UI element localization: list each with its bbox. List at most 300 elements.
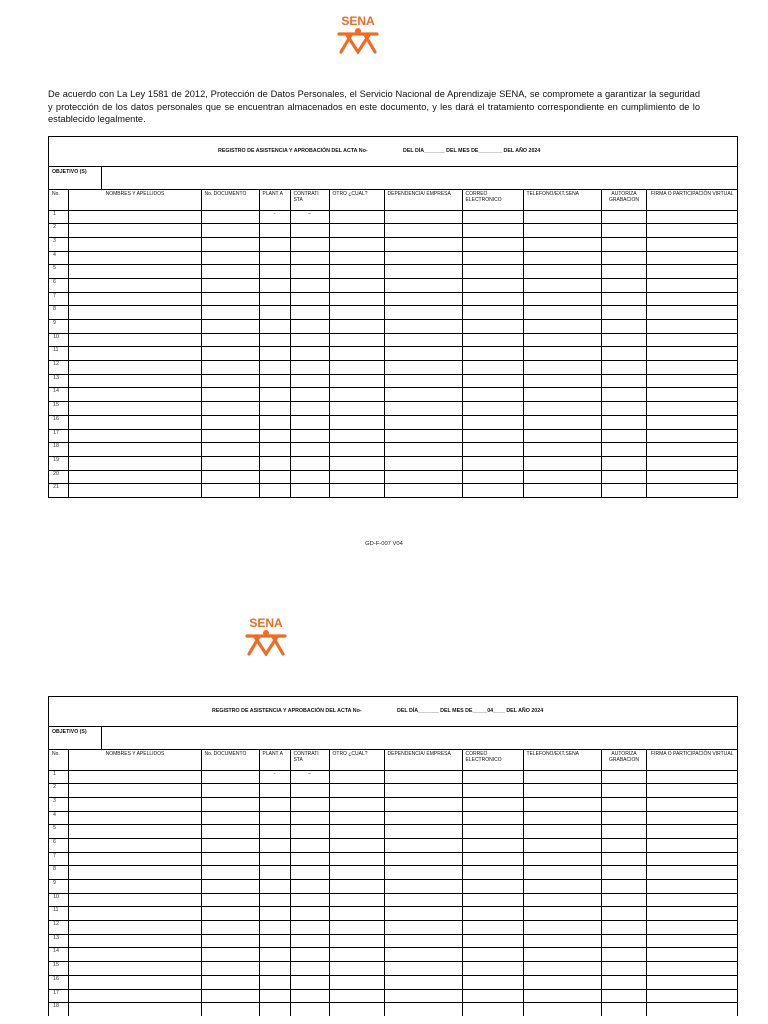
documento-cell[interactable] — [201, 374, 259, 388]
otro-cell[interactable] — [329, 237, 384, 251]
autoriza-cell[interactable] — [601, 265, 646, 279]
correo-cell[interactable] — [462, 443, 523, 457]
planta-cell[interactable] — [259, 484, 290, 497]
telefono-cell[interactable] — [523, 934, 601, 948]
planta-cell[interactable] — [259, 470, 290, 484]
correo-cell[interactable] — [462, 210, 523, 224]
documento-cell[interactable] — [201, 456, 259, 470]
nombres-cell[interactable] — [68, 1003, 201, 1016]
firma-cell[interactable] — [646, 374, 737, 388]
autoriza-cell[interactable] — [601, 443, 646, 457]
documento-cell[interactable] — [201, 265, 259, 279]
firma-cell[interactable] — [646, 797, 737, 811]
autoriza-cell[interactable] — [601, 333, 646, 347]
documento-cell[interactable] — [201, 880, 259, 894]
dependencia-cell[interactable] — [384, 907, 462, 921]
documento-cell[interactable] — [201, 811, 259, 825]
autoriza-cell[interactable] — [601, 811, 646, 825]
nombres-cell[interactable] — [68, 893, 201, 907]
documento-cell[interactable] — [201, 347, 259, 361]
documento-cell[interactable] — [201, 934, 259, 948]
telefono-cell[interactable] — [523, 948, 601, 962]
correo-cell[interactable] — [462, 402, 523, 416]
correo-cell[interactable] — [462, 797, 523, 811]
otro-cell[interactable] — [329, 880, 384, 894]
otro-cell[interactable] — [329, 333, 384, 347]
telefono-cell[interactable] — [523, 210, 601, 224]
planta-cell[interactable] — [259, 893, 290, 907]
contratista-cell[interactable] — [290, 921, 329, 935]
dependencia-cell[interactable] — [384, 484, 462, 497]
planta-cell[interactable] — [259, 361, 290, 375]
documento-cell[interactable] — [201, 784, 259, 798]
documento-cell[interactable] — [201, 278, 259, 292]
otro-cell[interactable] — [329, 265, 384, 279]
planta-cell[interactable] — [259, 784, 290, 798]
nombres-cell[interactable] — [68, 962, 201, 976]
planta-cell[interactable] — [259, 825, 290, 839]
firma-cell[interactable] — [646, 825, 737, 839]
otro-cell[interactable] — [329, 893, 384, 907]
correo-cell[interactable] — [462, 251, 523, 265]
nombres-cell[interactable] — [68, 948, 201, 962]
contratista-cell[interactable] — [290, 948, 329, 962]
autoriza-cell[interactable] — [601, 237, 646, 251]
documento-cell[interactable] — [201, 210, 259, 224]
dependencia-cell[interactable] — [384, 292, 462, 306]
autoriza-cell[interactable] — [601, 292, 646, 306]
firma-cell[interactable] — [646, 852, 737, 866]
dependencia-cell[interactable] — [384, 456, 462, 470]
correo-cell[interactable] — [462, 484, 523, 497]
telefono-cell[interactable] — [523, 989, 601, 1003]
nombres-cell[interactable] — [68, 470, 201, 484]
firma-cell[interactable] — [646, 347, 737, 361]
otro-cell[interactable] — [329, 975, 384, 989]
telefono-cell[interactable] — [523, 237, 601, 251]
correo-cell[interactable] — [462, 1003, 523, 1016]
planta-cell[interactable] — [259, 1003, 290, 1016]
dependencia-cell[interactable] — [384, 934, 462, 948]
otro-cell[interactable] — [329, 388, 384, 402]
contratista-cell[interactable]: – — [290, 770, 329, 784]
autoriza-cell[interactable] — [601, 893, 646, 907]
dependencia-cell[interactable] — [384, 866, 462, 880]
planta-cell[interactable]: - — [259, 210, 290, 224]
documento-cell[interactable] — [201, 975, 259, 989]
telefono-cell[interactable] — [523, 292, 601, 306]
contratista-cell[interactable] — [290, 797, 329, 811]
correo-cell[interactable] — [462, 361, 523, 375]
autoriza-cell[interactable] — [601, 989, 646, 1003]
telefono-cell[interactable] — [523, 415, 601, 429]
telefono-cell[interactable] — [523, 770, 601, 784]
dependencia-cell[interactable] — [384, 852, 462, 866]
firma-cell[interactable] — [646, 443, 737, 457]
documento-cell[interactable] — [201, 907, 259, 921]
autoriza-cell[interactable] — [601, 866, 646, 880]
dependencia-cell[interactable] — [384, 880, 462, 894]
documento-cell[interactable] — [201, 306, 259, 320]
correo-cell[interactable] — [462, 962, 523, 976]
otro-cell[interactable] — [329, 921, 384, 935]
correo-cell[interactable] — [462, 852, 523, 866]
otro-cell[interactable] — [329, 278, 384, 292]
dependencia-cell[interactable] — [384, 893, 462, 907]
otro-cell[interactable] — [329, 989, 384, 1003]
firma-cell[interactable] — [646, 388, 737, 402]
planta-cell[interactable] — [259, 852, 290, 866]
contratista-cell[interactable] — [290, 825, 329, 839]
nombres-cell[interactable] — [68, 210, 201, 224]
nombres-cell[interactable] — [68, 292, 201, 306]
contratista-cell[interactable] — [290, 237, 329, 251]
planta-cell[interactable] — [259, 306, 290, 320]
otro-cell[interactable] — [329, 907, 384, 921]
otro-cell[interactable] — [329, 484, 384, 497]
correo-cell[interactable] — [462, 880, 523, 894]
telefono-cell[interactable] — [523, 265, 601, 279]
objetivo-field[interactable] — [102, 167, 737, 189]
dependencia-cell[interactable] — [384, 388, 462, 402]
planta-cell[interactable] — [259, 251, 290, 265]
contratista-cell[interactable] — [290, 934, 329, 948]
contratista-cell[interactable] — [290, 880, 329, 894]
autoriza-cell[interactable] — [601, 278, 646, 292]
documento-cell[interactable] — [201, 852, 259, 866]
correo-cell[interactable] — [462, 948, 523, 962]
telefono-cell[interactable] — [523, 361, 601, 375]
dependencia-cell[interactable] — [384, 784, 462, 798]
autoriza-cell[interactable] — [601, 825, 646, 839]
otro-cell[interactable] — [329, 292, 384, 306]
nombres-cell[interactable] — [68, 770, 201, 784]
telefono-cell[interactable] — [523, 347, 601, 361]
otro-cell[interactable] — [329, 948, 384, 962]
contratista-cell[interactable] — [290, 470, 329, 484]
telefono-cell[interactable] — [523, 838, 601, 852]
planta-cell[interactable] — [259, 934, 290, 948]
nombres-cell[interactable] — [68, 825, 201, 839]
telefono-cell[interactable] — [523, 388, 601, 402]
planta-cell[interactable] — [259, 374, 290, 388]
documento-cell[interactable] — [201, 251, 259, 265]
contratista-cell[interactable] — [290, 811, 329, 825]
nombres-cell[interactable] — [68, 320, 201, 334]
correo-cell[interactable] — [462, 975, 523, 989]
planta-cell[interactable] — [259, 388, 290, 402]
documento-cell[interactable] — [201, 484, 259, 497]
otro-cell[interactable] — [329, 456, 384, 470]
otro-cell[interactable] — [329, 374, 384, 388]
correo-cell[interactable] — [462, 866, 523, 880]
contratista-cell[interactable] — [290, 278, 329, 292]
dependencia-cell[interactable] — [384, 921, 462, 935]
dependencia-cell[interactable] — [384, 237, 462, 251]
dependencia-cell[interactable] — [384, 838, 462, 852]
contratista-cell[interactable] — [290, 429, 329, 443]
otro-cell[interactable] — [329, 852, 384, 866]
contratista-cell[interactable] — [290, 456, 329, 470]
telefono-cell[interactable] — [523, 866, 601, 880]
autoriza-cell[interactable] — [601, 770, 646, 784]
correo-cell[interactable] — [462, 265, 523, 279]
telefono-cell[interactable] — [523, 320, 601, 334]
correo-cell[interactable] — [462, 278, 523, 292]
nombres-cell[interactable] — [68, 921, 201, 935]
nombres-cell[interactable] — [68, 361, 201, 375]
nombres-cell[interactable] — [68, 402, 201, 416]
nombres-cell[interactable] — [68, 237, 201, 251]
nombres-cell[interactable] — [68, 224, 201, 238]
autoriza-cell[interactable] — [601, 880, 646, 894]
contratista-cell[interactable] — [290, 402, 329, 416]
dependencia-cell[interactable] — [384, 1003, 462, 1016]
firma-cell[interactable] — [646, 224, 737, 238]
telefono-cell[interactable] — [523, 278, 601, 292]
telefono-cell[interactable] — [523, 784, 601, 798]
telefono-cell[interactable] — [523, 825, 601, 839]
documento-cell[interactable] — [201, 825, 259, 839]
correo-cell[interactable] — [462, 470, 523, 484]
nombres-cell[interactable] — [68, 347, 201, 361]
dependencia-cell[interactable] — [384, 278, 462, 292]
contratista-cell[interactable] — [290, 347, 329, 361]
firma-cell[interactable] — [646, 948, 737, 962]
telefono-cell[interactable] — [523, 811, 601, 825]
autoriza-cell[interactable] — [601, 784, 646, 798]
telefono-cell[interactable] — [523, 429, 601, 443]
firma-cell[interactable] — [646, 989, 737, 1003]
contratista-cell[interactable] — [290, 388, 329, 402]
documento-cell[interactable] — [201, 292, 259, 306]
nombres-cell[interactable] — [68, 934, 201, 948]
planta-cell[interactable]: - — [259, 770, 290, 784]
telefono-cell[interactable] — [523, 893, 601, 907]
nombres-cell[interactable] — [68, 989, 201, 1003]
correo-cell[interactable] — [462, 224, 523, 238]
otro-cell[interactable] — [329, 470, 384, 484]
contratista-cell[interactable] — [290, 224, 329, 238]
dependencia-cell[interactable] — [384, 374, 462, 388]
autoriza-cell[interactable] — [601, 484, 646, 497]
correo-cell[interactable] — [462, 811, 523, 825]
correo-cell[interactable] — [462, 306, 523, 320]
planta-cell[interactable] — [259, 224, 290, 238]
telefono-cell[interactable] — [523, 374, 601, 388]
dependencia-cell[interactable] — [384, 402, 462, 416]
telefono-cell[interactable] — [523, 1003, 601, 1016]
correo-cell[interactable] — [462, 374, 523, 388]
otro-cell[interactable] — [329, 443, 384, 457]
dependencia-cell[interactable] — [384, 429, 462, 443]
contratista-cell[interactable] — [290, 975, 329, 989]
contratista-cell[interactable] — [290, 852, 329, 866]
firma-cell[interactable] — [646, 811, 737, 825]
documento-cell[interactable] — [201, 866, 259, 880]
planta-cell[interactable] — [259, 797, 290, 811]
nombres-cell[interactable] — [68, 443, 201, 457]
autoriza-cell[interactable] — [601, 907, 646, 921]
autoriza-cell[interactable] — [601, 948, 646, 962]
firma-cell[interactable] — [646, 292, 737, 306]
dependencia-cell[interactable] — [384, 797, 462, 811]
correo-cell[interactable] — [462, 292, 523, 306]
otro-cell[interactable] — [329, 224, 384, 238]
telefono-cell[interactable] — [523, 852, 601, 866]
correo-cell[interactable] — [462, 429, 523, 443]
firma-cell[interactable] — [646, 907, 737, 921]
firma-cell[interactable] — [646, 429, 737, 443]
dependencia-cell[interactable] — [384, 224, 462, 238]
otro-cell[interactable] — [329, 825, 384, 839]
otro-cell[interactable] — [329, 361, 384, 375]
firma-cell[interactable] — [646, 866, 737, 880]
contratista-cell[interactable] — [290, 265, 329, 279]
nombres-cell[interactable] — [68, 838, 201, 852]
contratista-cell[interactable] — [290, 893, 329, 907]
otro-cell[interactable] — [329, 1003, 384, 1016]
nombres-cell[interactable] — [68, 866, 201, 880]
correo-cell[interactable] — [462, 388, 523, 402]
documento-cell[interactable] — [201, 470, 259, 484]
autoriza-cell[interactable] — [601, 838, 646, 852]
firma-cell[interactable] — [646, 265, 737, 279]
correo-cell[interactable] — [462, 320, 523, 334]
planta-cell[interactable] — [259, 333, 290, 347]
autoriza-cell[interactable] — [601, 224, 646, 238]
dependencia-cell[interactable] — [384, 347, 462, 361]
autoriza-cell[interactable] — [601, 962, 646, 976]
autoriza-cell[interactable] — [601, 975, 646, 989]
documento-cell[interactable] — [201, 224, 259, 238]
firma-cell[interactable] — [646, 361, 737, 375]
documento-cell[interactable] — [201, 893, 259, 907]
documento-cell[interactable] — [201, 989, 259, 1003]
autoriza-cell[interactable] — [601, 921, 646, 935]
planta-cell[interactable] — [259, 237, 290, 251]
planta-cell[interactable] — [259, 948, 290, 962]
firma-cell[interactable] — [646, 251, 737, 265]
contratista-cell[interactable] — [290, 838, 329, 852]
dependencia-cell[interactable] — [384, 320, 462, 334]
planta-cell[interactable] — [259, 989, 290, 1003]
nombres-cell[interactable] — [68, 306, 201, 320]
dependencia-cell[interactable] — [384, 415, 462, 429]
telefono-cell[interactable] — [523, 251, 601, 265]
telefono-cell[interactable] — [523, 962, 601, 976]
autoriza-cell[interactable] — [601, 361, 646, 375]
otro-cell[interactable] — [329, 415, 384, 429]
planta-cell[interactable] — [259, 278, 290, 292]
documento-cell[interactable] — [201, 770, 259, 784]
firma-cell[interactable] — [646, 770, 737, 784]
dependencia-cell[interactable] — [384, 975, 462, 989]
nombres-cell[interactable] — [68, 415, 201, 429]
contratista-cell[interactable] — [290, 962, 329, 976]
autoriza-cell[interactable] — [601, 456, 646, 470]
autoriza-cell[interactable] — [601, 470, 646, 484]
autoriza-cell[interactable] — [601, 797, 646, 811]
telefono-cell[interactable] — [523, 456, 601, 470]
telefono-cell[interactable] — [523, 443, 601, 457]
telefono-cell[interactable] — [523, 333, 601, 347]
autoriza-cell[interactable] — [601, 306, 646, 320]
nombres-cell[interactable] — [68, 388, 201, 402]
autoriza-cell[interactable] — [601, 320, 646, 334]
planta-cell[interactable] — [259, 402, 290, 416]
contratista-cell[interactable] — [290, 443, 329, 457]
dependencia-cell[interactable] — [384, 306, 462, 320]
contratista-cell[interactable] — [290, 484, 329, 497]
telefono-cell[interactable] — [523, 306, 601, 320]
firma-cell[interactable] — [646, 456, 737, 470]
documento-cell[interactable] — [201, 948, 259, 962]
planta-cell[interactable] — [259, 962, 290, 976]
otro-cell[interactable] — [329, 797, 384, 811]
contratista-cell[interactable] — [290, 251, 329, 265]
otro-cell[interactable] — [329, 429, 384, 443]
nombres-cell[interactable] — [68, 333, 201, 347]
telefono-cell[interactable] — [523, 797, 601, 811]
documento-cell[interactable] — [201, 320, 259, 334]
autoriza-cell[interactable] — [601, 347, 646, 361]
otro-cell[interactable] — [329, 784, 384, 798]
documento-cell[interactable] — [201, 962, 259, 976]
planta-cell[interactable] — [259, 838, 290, 852]
otro-cell[interactable] — [329, 962, 384, 976]
dependencia-cell[interactable] — [384, 333, 462, 347]
correo-cell[interactable] — [462, 347, 523, 361]
firma-cell[interactable] — [646, 402, 737, 416]
contratista-cell[interactable] — [290, 333, 329, 347]
otro-cell[interactable] — [329, 347, 384, 361]
dependencia-cell[interactable] — [384, 811, 462, 825]
dependencia-cell[interactable] — [384, 770, 462, 784]
nombres-cell[interactable] — [68, 975, 201, 989]
dependencia-cell[interactable] — [384, 361, 462, 375]
firma-cell[interactable] — [646, 838, 737, 852]
nombres-cell[interactable] — [68, 456, 201, 470]
planta-cell[interactable] — [259, 975, 290, 989]
telefono-cell[interactable] — [523, 975, 601, 989]
planta-cell[interactable] — [259, 880, 290, 894]
nombres-cell[interactable] — [68, 797, 201, 811]
autoriza-cell[interactable] — [601, 374, 646, 388]
contratista-cell[interactable]: – — [290, 210, 329, 224]
otro-cell[interactable] — [329, 402, 384, 416]
telefono-cell[interactable] — [523, 907, 601, 921]
contratista-cell[interactable] — [290, 1003, 329, 1016]
otro-cell[interactable] — [329, 320, 384, 334]
nombres-cell[interactable] — [68, 852, 201, 866]
firma-cell[interactable] — [646, 921, 737, 935]
planta-cell[interactable] — [259, 320, 290, 334]
planta-cell[interactable] — [259, 907, 290, 921]
firma-cell[interactable] — [646, 484, 737, 497]
documento-cell[interactable] — [201, 237, 259, 251]
planta-cell[interactable] — [259, 265, 290, 279]
documento-cell[interactable] — [201, 361, 259, 375]
dependencia-cell[interactable] — [384, 948, 462, 962]
contratista-cell[interactable] — [290, 320, 329, 334]
firma-cell[interactable] — [646, 880, 737, 894]
dependencia-cell[interactable] — [384, 265, 462, 279]
dependencia-cell[interactable] — [384, 825, 462, 839]
planta-cell[interactable] — [259, 292, 290, 306]
documento-cell[interactable] — [201, 838, 259, 852]
contratista-cell[interactable] — [290, 989, 329, 1003]
